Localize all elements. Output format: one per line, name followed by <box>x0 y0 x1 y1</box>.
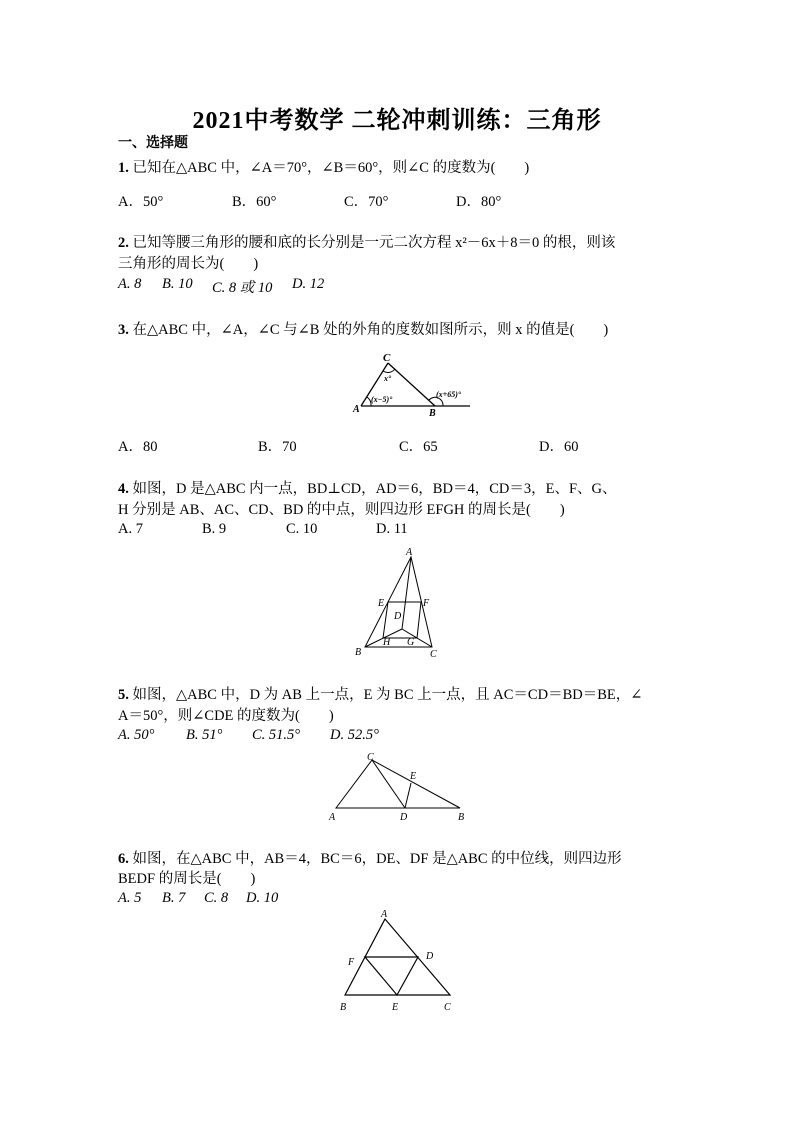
option-c: C．70° <box>344 194 389 210</box>
option-d: D. 11 <box>376 521 408 537</box>
label-h: H <box>383 637 391 648</box>
midline-segments <box>365 957 418 995</box>
question-text-line1: 如图，在△ABC 中，AB＝4，BC＝6，DE、DF 是△ABC 的中位线，则四边形 <box>132 851 622 867</box>
option-c: C. 10 <box>286 521 318 537</box>
question-3-figure <box>350 350 480 420</box>
question-number: 2. <box>118 235 129 251</box>
question-text: 已知在△ABC 中，∠A＝70°，∠B＝60°，则∠C 的度数为( ) <box>132 160 530 176</box>
question-5 <box>118 685 642 705</box>
question-4-figure <box>350 545 450 660</box>
question-5-figure <box>322 750 472 825</box>
question-3 <box>118 320 608 340</box>
label-c: C <box>367 752 374 763</box>
option-a: A．80 <box>118 439 158 455</box>
option-a: A．50° <box>118 194 164 210</box>
option-a: A. 50° <box>118 727 155 743</box>
label-g: G <box>407 637 415 648</box>
option-c: C. 8 或 10 <box>212 280 273 296</box>
option-c: C. 51.5° <box>252 727 301 743</box>
label-a: A <box>329 812 336 823</box>
option-b: B. 7 <box>162 890 186 906</box>
question-text: 在△ABC 中，∠A，∠C 与∠B 处的外角的度数如图所示，则 x 的值是( ) <box>132 322 609 338</box>
question-6 <box>118 849 622 869</box>
label-a: A <box>406 547 413 558</box>
label-d: D <box>426 951 434 962</box>
label-b: B <box>340 1002 347 1013</box>
option-d: D．80° <box>456 194 502 210</box>
label-x: x° <box>384 374 392 383</box>
segment-ad <box>402 557 411 629</box>
label-c: C <box>444 1002 451 1013</box>
option-a: A. 5 <box>118 890 142 906</box>
option-b: B. 51° <box>186 727 223 743</box>
option-b: B．60° <box>232 194 277 210</box>
question-number: 1. <box>118 160 129 176</box>
option-d: D．60 <box>539 439 579 455</box>
label-e: E <box>392 1002 399 1013</box>
label-c: C <box>383 352 391 364</box>
question-4 <box>118 479 616 499</box>
question-text-line2: 三角形的周长为( ) <box>118 256 259 272</box>
angle-arc-c <box>383 369 395 372</box>
question-number: 5. <box>118 687 129 703</box>
label-f: F <box>348 957 355 968</box>
option-a: A. 7 <box>118 521 143 537</box>
label-angle-b: (x+65)° <box>436 390 462 399</box>
option-b: B. 10 <box>162 276 193 292</box>
option-d: D. 52.5° <box>330 727 379 743</box>
label-e: E <box>410 771 417 782</box>
label-a: A <box>381 909 388 920</box>
label-e: E <box>378 598 385 609</box>
option-b: B. 9 <box>202 521 227 537</box>
question-text-line2: H 分别是 AB、AC、CD、BD 的中点，则四边形 EFGH 的周长是( ) <box>118 502 565 518</box>
question-1 <box>118 158 529 178</box>
label-d: D <box>394 611 402 622</box>
question-text-line1: 如图，△ABC 中，D 为 AB 上一点，E 为 BC 上一点，且 AC＝CD＝BD＝BE，∠ <box>132 687 643 703</box>
option-a: A. 8 <box>118 276 142 292</box>
label-c: C <box>430 649 437 660</box>
option-c: C．65 <box>399 439 438 455</box>
question-number: 4. <box>118 481 129 497</box>
question-text-line2: BEDF 的周长是( ) <box>118 871 256 887</box>
option-d: D. 10 <box>246 890 279 906</box>
option-b: B．70 <box>258 439 297 455</box>
segment-de <box>405 783 411 808</box>
question-text-line1: 如图，D 是△ABC 内一点，BD⊥CD，AD＝6，BD＝4，CD＝3，E、F、G、 <box>132 481 617 497</box>
label-f: F <box>423 598 430 609</box>
page-title: 2021中考数学 二轮冲刺训练：三角形 <box>192 108 602 134</box>
label-angle-a: (x−5)° <box>371 395 393 404</box>
label-b: B <box>355 647 362 658</box>
label-b: B <box>429 408 436 419</box>
question-text-line2: A＝50°，则∠CDE 的度数为( ) <box>118 708 334 724</box>
section-heading: 一、选择题 <box>118 136 188 151</box>
question-number: 6. <box>118 851 129 867</box>
triangle-abc <box>336 760 460 808</box>
segment-cd <box>372 760 405 808</box>
quadrilateral-efgh <box>383 602 421 638</box>
label-d: D <box>400 812 408 823</box>
option-c: C. 8 <box>204 890 229 906</box>
question-text-line1: 已知等腰三角形的腰和底的长分别是一元二次方程 x²－6x＋8＝0 的根，则该 <box>132 235 616 251</box>
option-d: D. 12 <box>292 276 325 292</box>
question-2 <box>118 233 615 253</box>
question-6-figure <box>335 903 465 1018</box>
label-b: B <box>458 812 465 823</box>
label-a: A <box>353 404 360 415</box>
question-number: 3. <box>118 322 129 338</box>
